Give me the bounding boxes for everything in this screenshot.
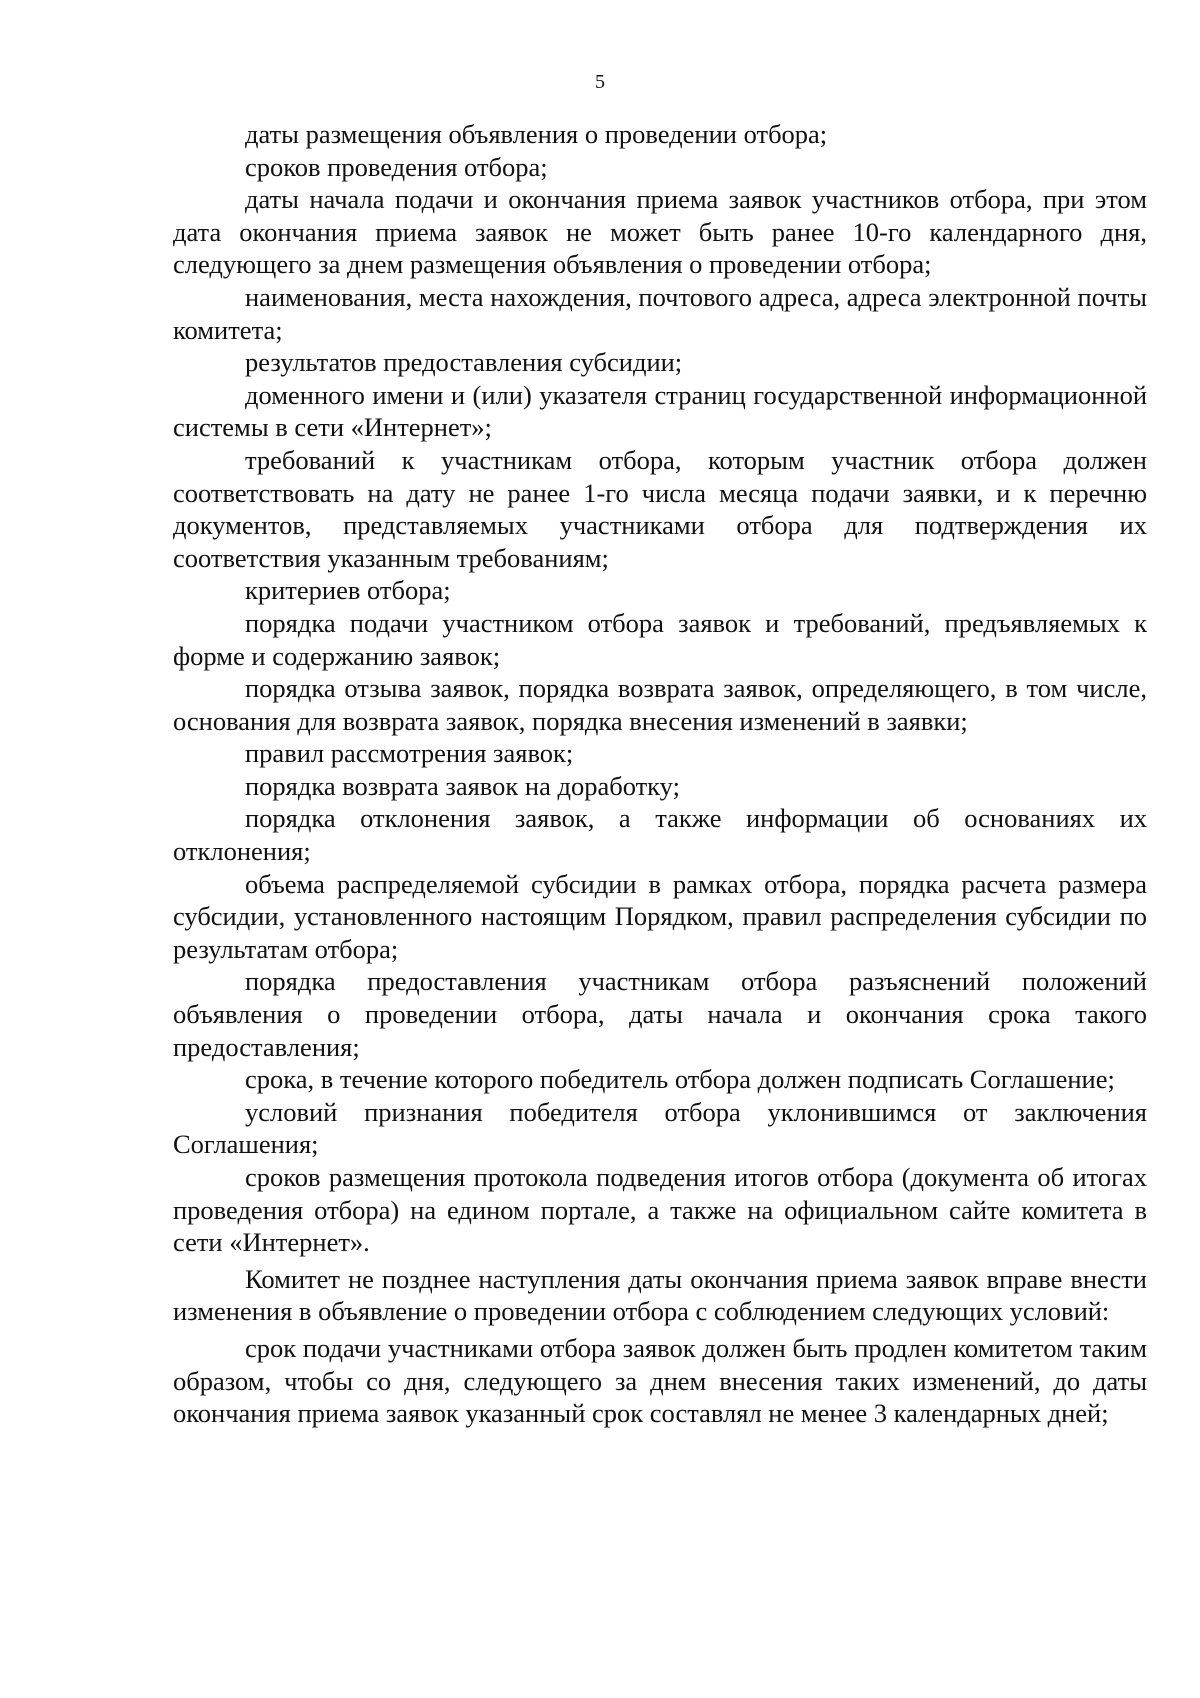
- paragraph: условий признания победителя отбора уклонившимся от заключения Соглашения;: [173, 1096, 1147, 1160]
- paragraph: результатов предоставления субсидии;: [245, 347, 683, 378]
- paragraph: критериев отбора;: [245, 575, 451, 606]
- paragraph: доменного имени и (или) указателя страниц государственной информационной системы в сети «Интернет»;: [173, 379, 1147, 443]
- paragraph: порядка отклонения заявок, а также информации об основаниях их отклонения;: [173, 803, 1147, 867]
- paragraph: порядка подачи участником отбора заявок и требований, предъявляемых к форме и содержанию заявок;: [173, 607, 1147, 671]
- paragraph: срока, в течение которого победитель отбора должен подписать Соглашение;: [245, 1064, 1115, 1095]
- paragraph: наименования, места нахождения, почтового адреса, адреса электронной почты комитета;: [173, 281, 1147, 345]
- page-number: 5: [595, 71, 605, 93]
- paragraph: порядка возврата заявок на доработку;: [245, 770, 680, 801]
- paragraph: сроков размещения протокола подведения итогов отбора (документа об итогах проведения отбора) на едином портале, а также на официальном сайте комитета в сети «Интернет».: [173, 1162, 1147, 1258]
- paragraph: порядка отзыва заявок, порядка возврата заявок, определяющего, в том числе, основания для возврата заявок, порядка внесения изменений в заявки;: [173, 673, 1147, 736]
- paragraph: даты начала подачи и окончания приема заявок участников отбора, при этом дата окончания приема заявок не может быть ранее 10-го календарного дня, следующего за днем размещения объявления о проведении отбора;: [173, 184, 1147, 280]
- paragraph: объема распределяемой субсидии в рамках отбора, порядка расчета размера субсидии, установленного настоящим Порядком, правил распределения субсидии по результатам отбора;: [173, 868, 1147, 964]
- paragraph: сроков проведения отбора;: [245, 151, 548, 182]
- paragraph: требований к участникам отбора, которым участник отбора должен соответствовать на дату не ранее 1-го числа месяца подачи заявки, и к перечню документов, представляемых участниками отбора для подтверждения их соответствия указанным требованиям;: [173, 444, 1147, 573]
- document-body: [173, 118, 1147, 1430]
- paragraph: порядка предоставления участникам отбора разъяснений положений объявления о проведении отбора, даты начала и окончания срока такого предоставления;: [173, 966, 1147, 1062]
- paragraph: срок подачи участниками отбора заявок должен быть продлен комитетом таким образом, чтобы со дня, следующего за днем внесения таких изменений, до даты окончания приема заявок указанный срок составлял не менее 3 календарных дней;: [173, 1332, 1147, 1429]
- paragraph: правил рассмотрения заявок;: [245, 738, 574, 769]
- paragraph: Комитет не позднее наступления даты окончания приема заявок вправе внести изменения в объявление о проведении отбора с соблюдением следующих условий:: [173, 1263, 1147, 1327]
- paragraph: даты размещения объявления о проведении отбора;: [245, 119, 828, 149]
